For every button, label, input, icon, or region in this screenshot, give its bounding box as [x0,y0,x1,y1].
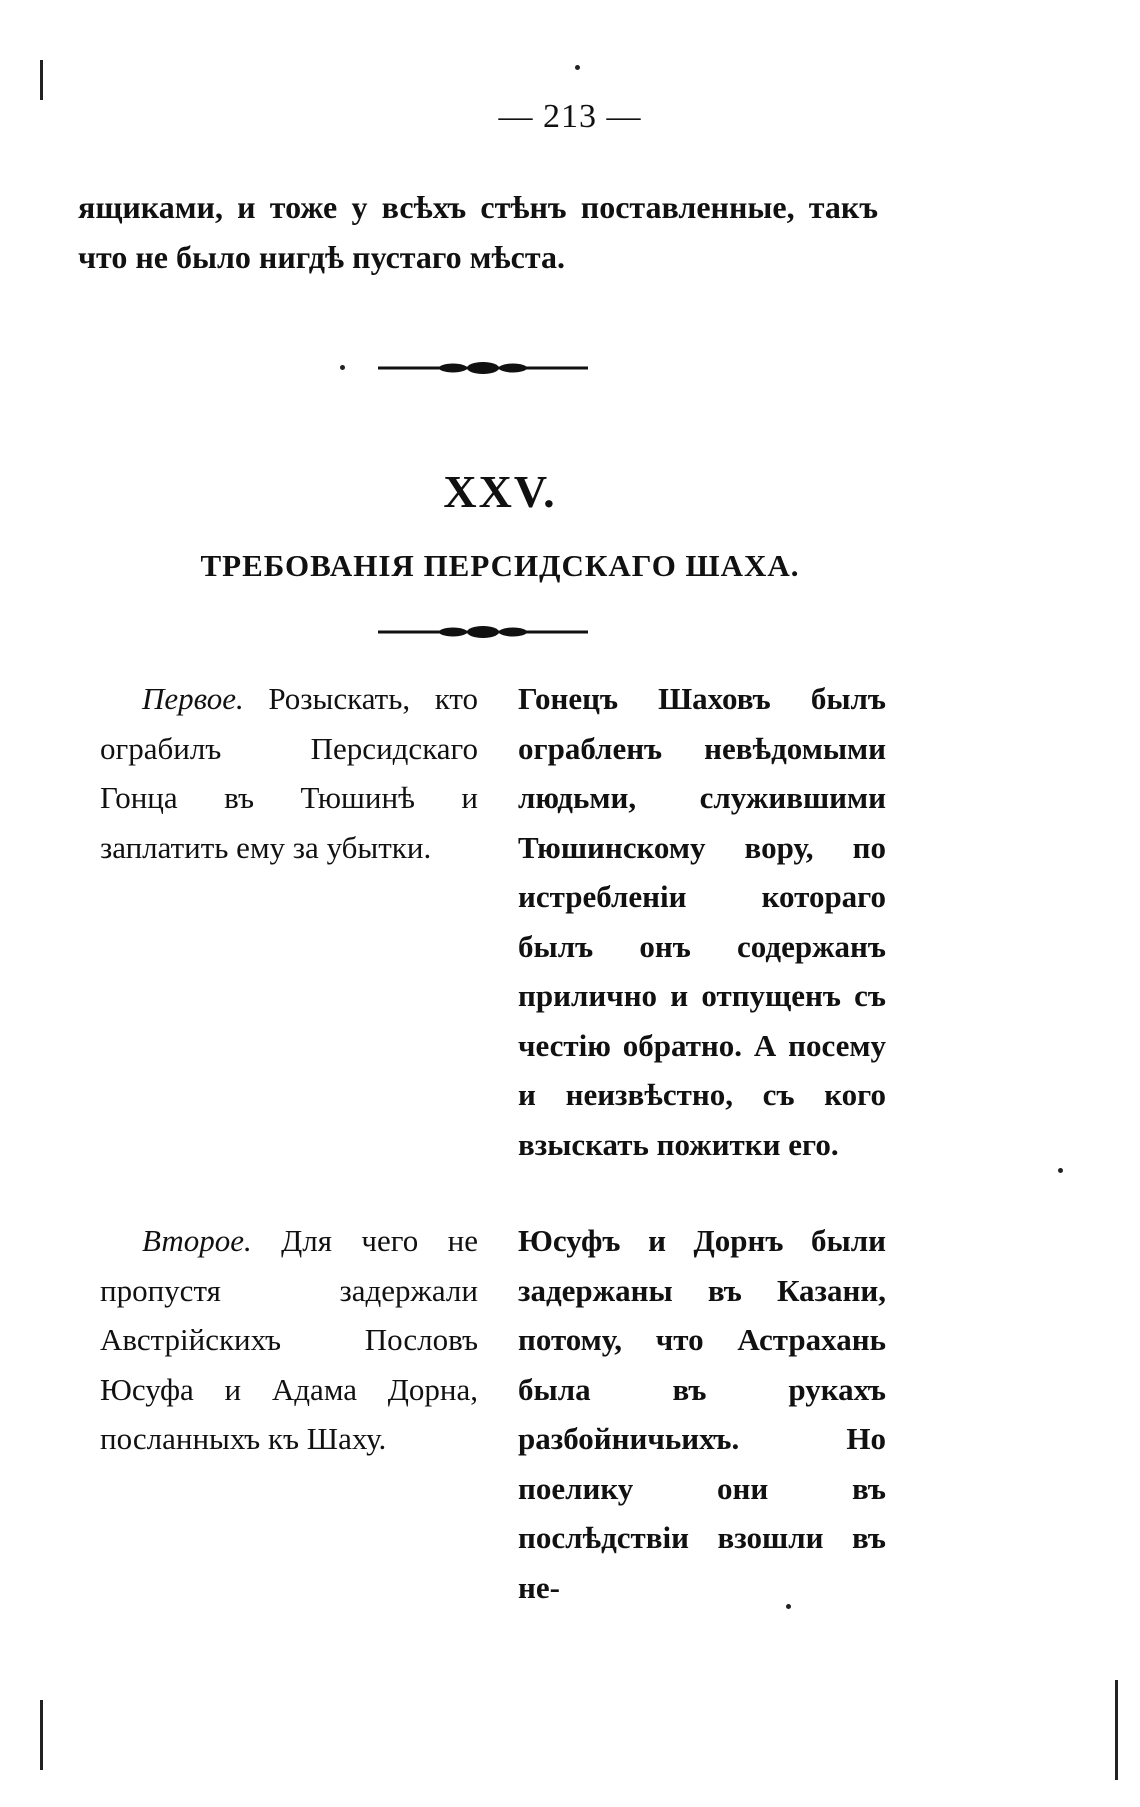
scan-speck [1058,1168,1063,1173]
ornament-divider-top [378,360,588,376]
intro-paragraph: ящиками, и тоже у всѣхъ стѣнъ поставленные, такъ что не было нигдѣ пустаго мѣста. [78,189,878,275]
section-title: ТРЕБОВАНІЯ ПЕРСИДСКАГО ШАХА. [200,548,800,583]
answer-first-text: Гонецъ Шаховъ былъ ограбленъ невѣдомыми людьми, служившими Тюшинскому вору, по истребленіи котораго былъ онъ содержанъ прилично и отпущенъ съ честію обратно. А посему и неизвѣстно, съ кого взыскать пожитки его. [518,681,886,1162]
demand-second-label: Второе. [142,1223,252,1258]
demand-second-text: Для чего не пропустя задержали Австрійскихъ Пословъ Юсуфа и Адама Дорна, посланныхъ къ Шаху. [100,1223,478,1456]
demand-first [100,674,478,872]
scan-edge-mark [40,1700,43,1770]
scan-speck [340,365,345,370]
ornament-divider-bottom [378,624,588,640]
demand-second [100,1216,478,1464]
answer-first [518,674,886,1169]
scan-edge-mark [40,60,43,100]
answer-second [518,1216,886,1612]
answer-second-text: Юсуфъ и Дорнъ были задержаны въ Казани, потому, что Астрахань была въ рукахъ разбойничьихъ. Но поелику они въ послѣдствіи взошли въ не- [518,1223,886,1605]
demand-first-label: Первое. [142,681,244,716]
scan-speck [786,1604,791,1609]
scan-speck [575,65,580,70]
section-number: XXV. [443,466,557,517]
page-number: — 213 — [498,98,642,135]
demand-first-text: Розыскать, кто ограбилъ Персидскаго Гонца въ Тюшинѣ и заплатить ему за убытки. [100,681,479,865]
scan-edge-mark [1115,1680,1118,1780]
